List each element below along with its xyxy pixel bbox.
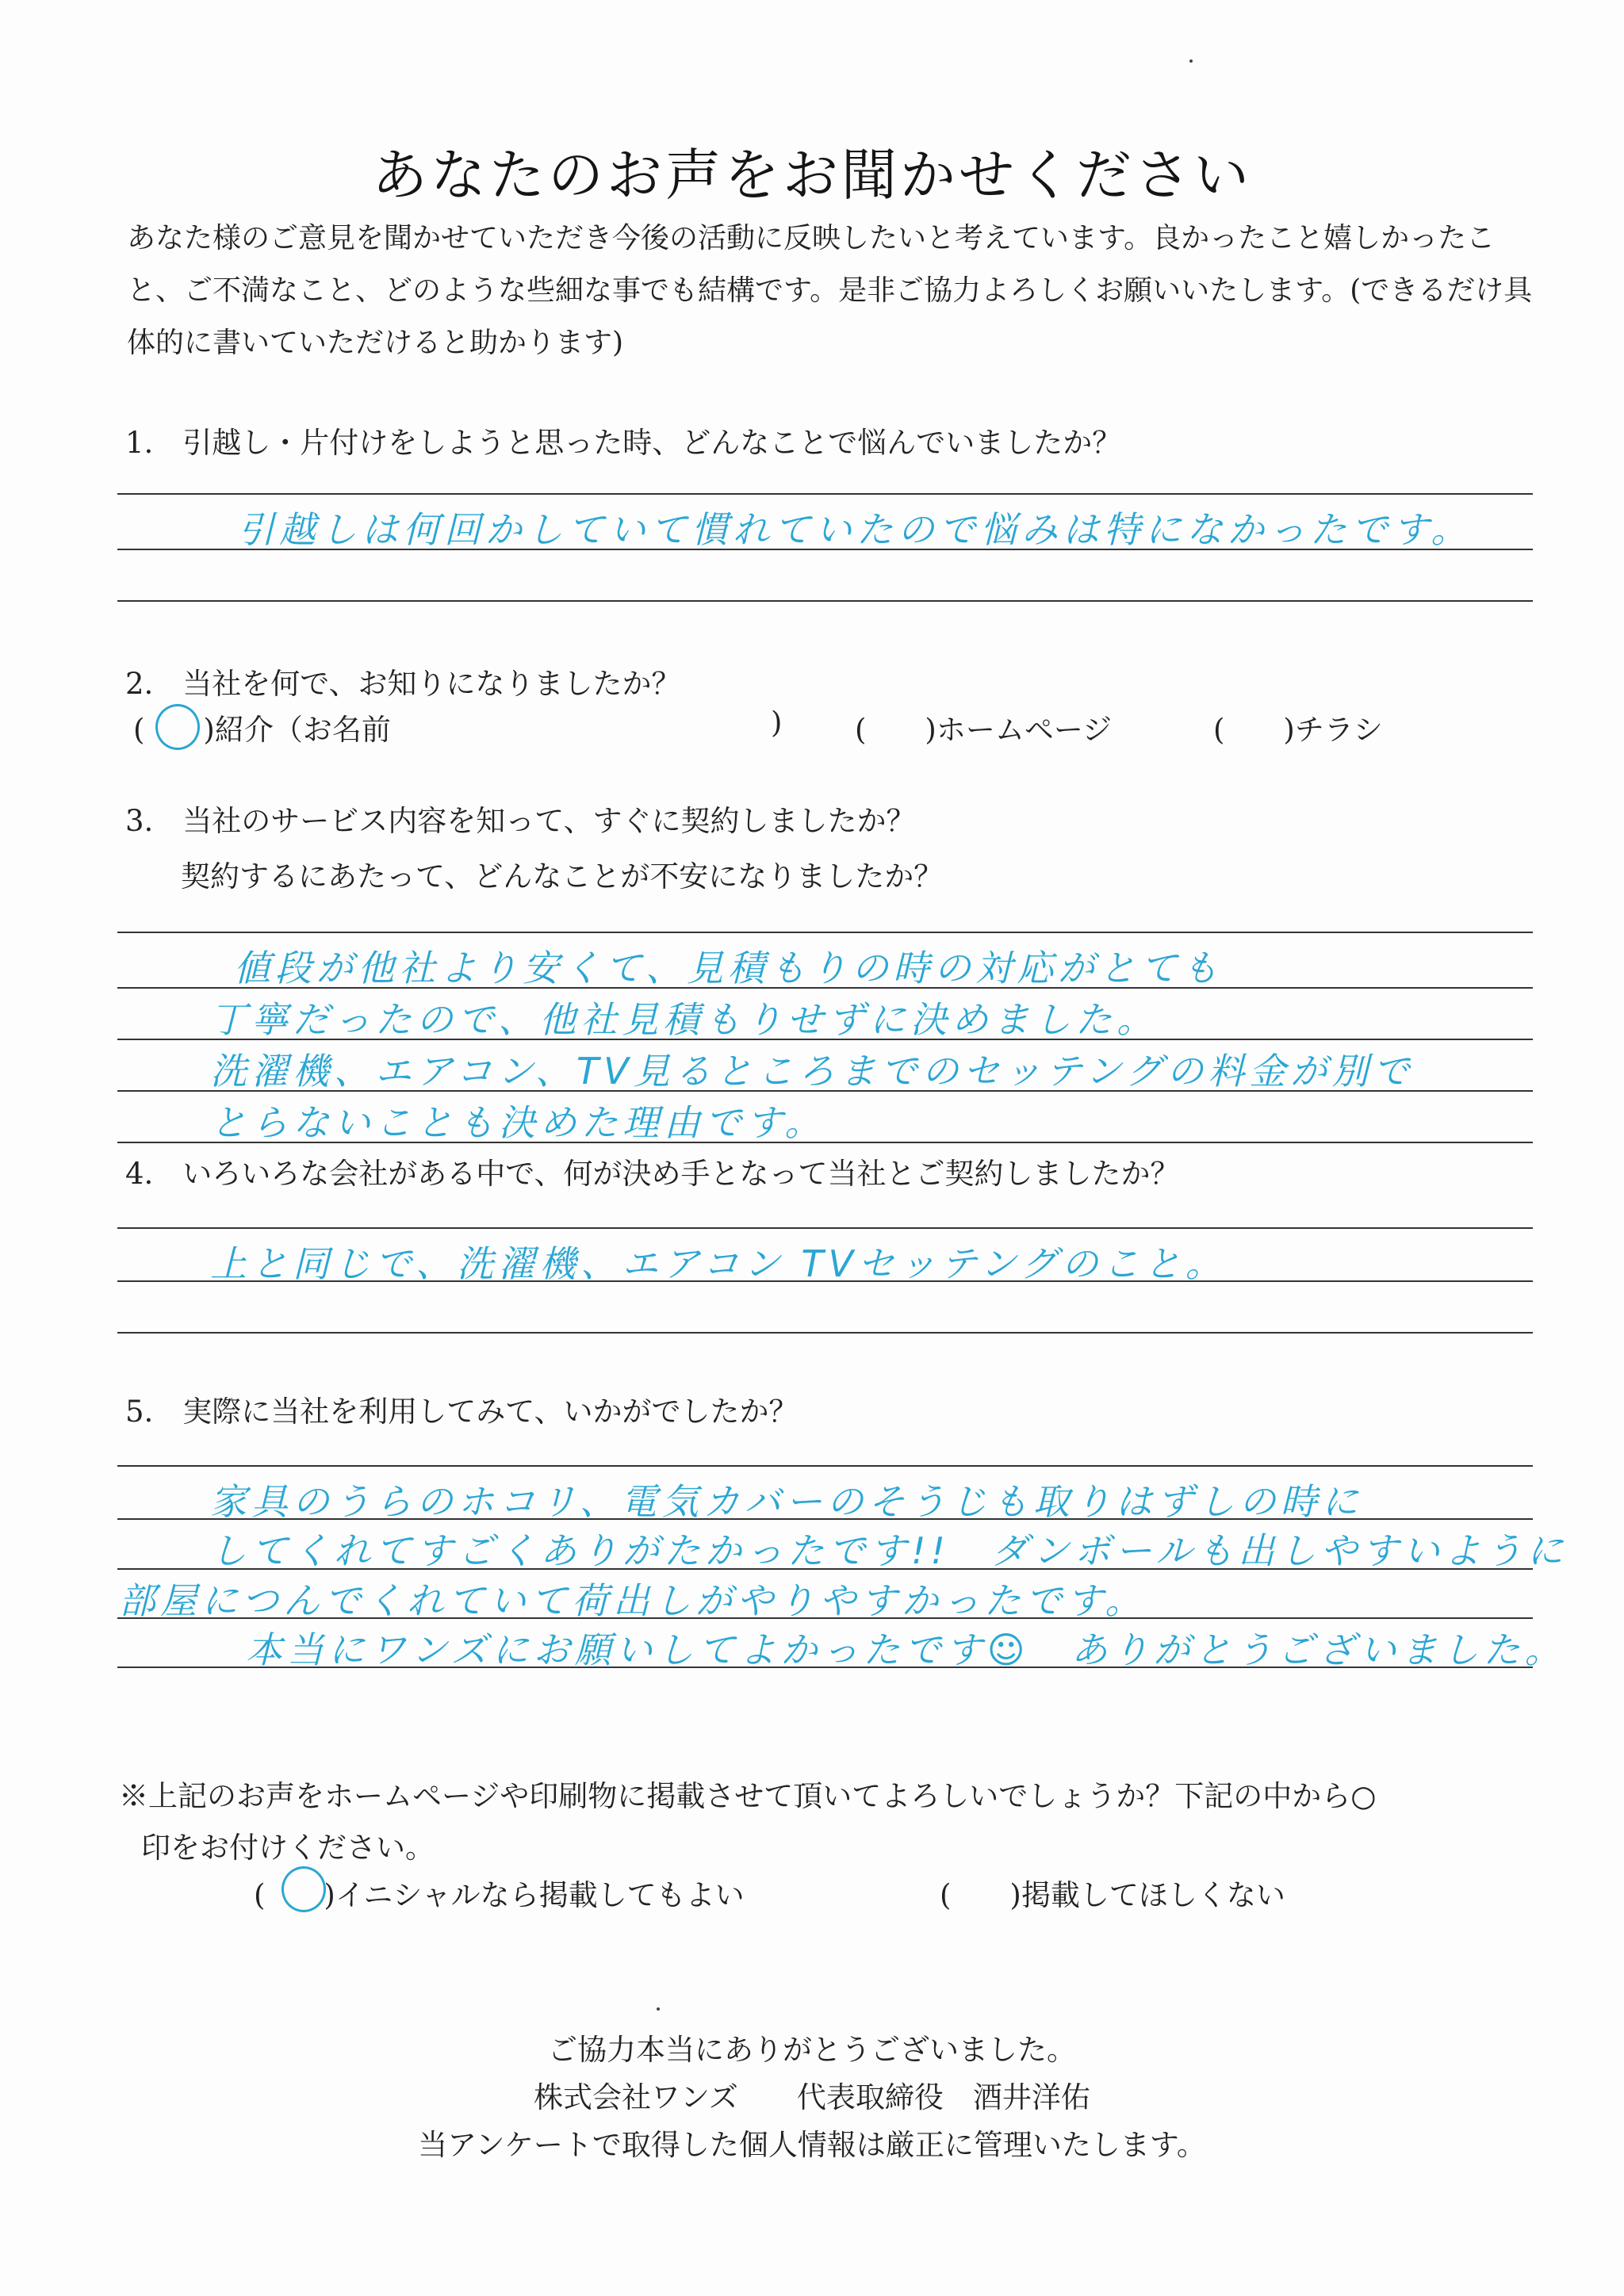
question-1: 1. 引越し・片付けをしようと思った時、どんなことで悩んでいましたか？ xyxy=(125,426,1122,460)
answer-3-line4[interactable]: とらないことも決めた理由です。 xyxy=(210,1101,826,1144)
option-homepage[interactable]: ( )ホームページ xyxy=(855,713,1113,747)
scan-speck xyxy=(657,2007,660,2011)
answer-line xyxy=(117,493,1533,495)
answer-3-line3[interactable]: 洗濯機、エアコン、TV見るところまでのセッテングの料金が別で xyxy=(210,1050,1415,1093)
consent-text-line2: 印をお付けください。 xyxy=(141,1831,435,1865)
answer-3-line1[interactable]: 値段が他社より安くて、見積もりの時の対応がとても xyxy=(234,947,1224,989)
answer-5-line4[interactable]: 本当にワンズにお願いしてよかったです☺ ありがとうございました。 xyxy=(246,1628,1566,1671)
question-4: 4. いろいろな会社がある中で、何が決め手となって当社とご契約しましたか？ xyxy=(125,1157,1180,1191)
footer-thanks: ご協力本当にありがとうございました。 xyxy=(548,2033,1076,2067)
answer-5-line3[interactable]: 部屋につんでくれていて荷出しがやりやすかったです。 xyxy=(119,1579,1147,1622)
answer-line xyxy=(117,1332,1533,1334)
scan-speck xyxy=(1189,59,1193,63)
footer-company: 株式会社ワンズ 代表取締役 酒井洋佑 xyxy=(534,2080,1090,2114)
consent-option-initials[interactable]: ( )イニシャルなら掲載してもよい xyxy=(254,1878,745,1912)
answer-1[interactable]: 引越しは何回かしていて慣れていたので悩みは特になかったです。 xyxy=(238,508,1473,551)
answer-line xyxy=(117,932,1533,933)
answer-line xyxy=(117,600,1533,602)
option-referral[interactable]: ( )紹介（お名前 xyxy=(133,713,391,747)
consent-text-line1: ※上記のお声をホームページや印刷物に掲載させて頂いてよろしいでしょうか？下記の中から○ xyxy=(119,1779,1377,1813)
page-title: あなたのお声をお聞かせください xyxy=(372,143,1252,208)
option-referral-close: ) xyxy=(771,706,783,740)
answer-5-line1[interactable]: 家具のうらのホコリ、電気カバーのそうじも取りはずしの時に xyxy=(210,1480,1363,1523)
answer-4[interactable]: 上と同じで、洗濯機、エアコン TVセッテングのこと。 xyxy=(210,1242,1227,1285)
answer-5-line2[interactable]: してくれてすごくありがたかったです!! ダンボールも出しやすいように xyxy=(210,1529,1568,1572)
answer-3-line2[interactable]: 丁寧だったので、他社見積もりせずに決めました。 xyxy=(210,998,1159,1041)
question-3-line1: 3. 当社のサービス内容を知って、すぐに契約しましたか？ xyxy=(125,804,916,838)
answer-line xyxy=(117,1227,1533,1229)
option-flyer[interactable]: ( )チラシ xyxy=(1213,713,1383,747)
selected-circle-mark xyxy=(282,1866,326,1912)
question-2: 2. 当社を何で、お知りになりましたか？ xyxy=(125,667,681,701)
footer-privacy: 当アンケートで取得した個人情報は厳正に管理いたします。 xyxy=(418,2128,1206,2162)
question-5: 5. 実際に当社を利用してみて、いかがでしたか？ xyxy=(125,1395,799,1429)
consent-option-no[interactable]: ( )掲載してほしくない xyxy=(940,1878,1285,1912)
question-3-line2: 契約するにあたって、どんなことが不安になりましたか？ xyxy=(181,859,944,894)
selected-circle-mark xyxy=(155,704,200,750)
answer-line xyxy=(117,1465,1533,1467)
intro-text: あなた様のご意見を聞かせていただき今後の活動に反映したいと考えています。良かったこと嬉しかったこと、ご不満なこと、どのような些細な事でも結構です。是非ご協力よろしくお願いいたします。(できるだけ具体的に書いていただけると助かります) xyxy=(127,222,1533,359)
